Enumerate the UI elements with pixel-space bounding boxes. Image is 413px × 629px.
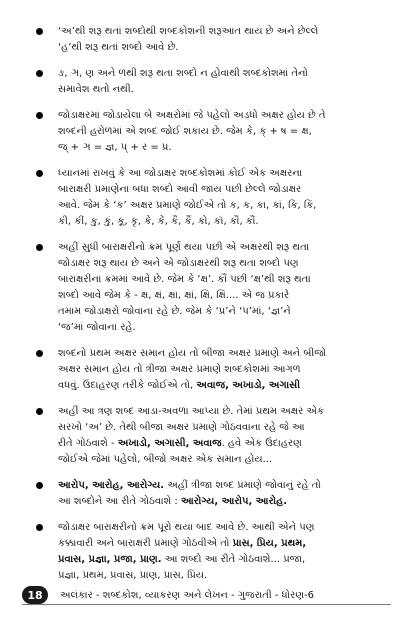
bullet-line: આ શબ્દોને આ રીતે ગોઠવાશે : આરોગ્ય, આરોપ, આરોહ. — [58, 496, 288, 507]
bullet-item — [0, 240, 413, 336]
bullet-item — [0, 166, 413, 230]
bullet-line: ‘હ’થી શરૂ થતાં શબ્દો આવે છે. — [58, 42, 179, 53]
bullet-line: અહીં સુધી બારાક્ષરીનો ક્રમ પૂર્ણ થયા પછી એ અક્ષરથી શરૂ થતા — [58, 242, 310, 253]
bullet-item — [0, 24, 413, 56]
bullet-line: બારાક્ષરી પ્રમાણેના બધા શબ્દો આવી જાય પછી છેલ્લે જોડાક્ષર — [58, 184, 302, 195]
bullet-list — [0, 24, 413, 594]
bullet-line: કક્કાવારી અને બારાક્ષરી પ્રમાણે ગોઠવીએ તો પ્રાસ, પ્રિય, પ્રથમ, — [58, 538, 307, 549]
bullet-line: ધ્યાનમાં રાખવું કે આ જોડાક્ષર શબ્દકોશમાં કોઈ એક અક્ષરના — [58, 168, 303, 179]
bullet-item — [0, 404, 413, 468]
bullet-line: તમામ જોડાક્ષરો જોવાના રહે છે. જેમ કે ‘પ્ર’ને ‘પ’માં, ‘જ્ઞ’ને — [58, 306, 291, 317]
bullet-dot-icon — [36, 350, 43, 357]
bullet-line: ઙ, ઞ, ણ અને ળથી શરૂ થતા શબ્દો ન હોવાથી શબ્દકોશમાં તેનો — [58, 68, 308, 79]
bullet-line: વધવું. ઉદાહરણ તરીકે જોઈએ તો, અવાજ, અખાડો, અગાસી — [58, 380, 301, 391]
bullet-item — [0, 346, 413, 394]
bullet-dot-icon — [36, 70, 43, 77]
bullet-line: જોડાક્ષર બારાક્ષરીનો ક્રમ પૂરો થયા બાદ આવે છે. આથી એને પણ — [58, 522, 315, 533]
bullet-line: જોઈએ જેમાં પહેલો, બીજો અક્ષર એક સમાન હોય... — [58, 454, 273, 465]
bullet-line: આવે. જેમ કે ‘ક’ અક્ષર પ્રમાણે જોઈએ તો ક, ક, કા, કાં, કિ, કિં, — [58, 200, 317, 211]
bullet-line: અક્ષર સમાન હોય તો ત્રીજા અક્ષર પ્રમાણે શબ્દકોશમાં આગળ — [58, 364, 301, 375]
bullet-line: સમાવેશ થતો નથી. — [58, 84, 134, 95]
bullet-dot-icon — [36, 244, 43, 251]
bullet-item — [0, 520, 413, 584]
bullet-dot-icon — [36, 482, 43, 489]
page-number: 18 — [22, 586, 48, 604]
bullet-dot-icon — [36, 170, 43, 177]
page-footer — [22, 585, 391, 605]
bullet-line: ‘અ’થી શરૂ થતાં શબ્દોથી શબ્દકોશની શરૂઆત થાય છે અને છેલ્લે — [58, 26, 319, 37]
bullet-dot-icon — [36, 408, 43, 415]
footer-title: અલંકાર - શબ્દકોશ, વ્યાકરણ અને લેખન - ગુજરાતી - ધોરણ-6 — [60, 589, 315, 601]
bullet-line: આરોપ, આરોહ, આરોગ્ય. અહીં ત્રીજા શબ્દ પ્રમાણે જોવાનું રહે તો — [58, 480, 321, 491]
bullet-line: શબ્દની હરોળમાં એ શબ્દ જોઈ શકાય છે. જેમ કે, ક્‌ + ષ = ક્ષ, — [58, 126, 312, 137]
bullet-line: જ્‌ + ઞ = જ્ઞ, પ્‌ + ર = પ્ર. — [58, 142, 172, 153]
footer-rule — [22, 604, 391, 605]
bullet-line: જોડાક્ષર શરૂ થાય છે અને એ જોડાક્ષરથી શરૂ થતા શબ્દો પણ — [58, 258, 299, 269]
bullet-item — [0, 478, 413, 510]
bullet-line: ‘જ’માં જોવાના રહે. — [58, 322, 136, 333]
bullet-line: બારાક્ષરીના ક્રમમાં આવે છે. જેમ કે ‘ક્ષ’. કૌં પછી ‘ક્ષ’થી શરૂ થતા — [58, 274, 311, 285]
bullet-line: અહીં આ ત્રણ શબ્દ આડા-અવળા આપ્યા છે. તેમાં પ્રથમ અક્ષર એક — [58, 406, 325, 417]
bullet-line: રીતે ગોઠવાશે - અખાડો, અગાસી, અવાજ. હવે એક ઉદાહરણ — [58, 438, 302, 449]
bullet-line: જોડાક્ષરમાં જોડાયેલા બે અક્ષરોમાં જે પહેલો અડધો અક્ષર હોય છે તે — [58, 110, 326, 121]
bullet-line: પ્રજ્ઞા, પ્રથમ, પ્રવાસ, પ્રાણ, પ્રાસ, પ્રિય. — [58, 570, 208, 581]
bullet-item — [0, 108, 413, 156]
bullet-line: સરખો ‘અ’ છે. તેથી બીજા અક્ષર પ્રમાણે ગોઠવવાના રહે જે આ — [58, 422, 305, 433]
bullet-dot-icon — [36, 28, 43, 35]
bullet-dot-icon — [36, 112, 43, 119]
bullet-line: પ્રવાસ, પ્રજ્ઞા, પ્રજા, પ્રાણ. આ શબ્દો આ રીતે ગોઠવાશે... પ્રજા, — [58, 554, 306, 565]
bullet-dot-icon — [36, 524, 43, 531]
bullet-line: કી, કીં, કુ, કું, કૂ, કૃ, કે, કેં, કૈ, કૈં, કો, કૉ, કૌ, કૌં. — [58, 216, 259, 227]
bullet-line: શબ્દનો પ્રથમ અક્ષર સમાન હોય તો બીજા અક્ષર પ્રમાણે અને બીજો — [58, 348, 327, 359]
bullet-item — [0, 66, 413, 98]
bullet-line: શબ્દો આવે જેમ કે - ક્ષ, ક્ષં, ક્ષા, ક્ષાં, ક્ષિ, ક્ષિં.... એ જ પ્રકારે — [58, 290, 290, 301]
